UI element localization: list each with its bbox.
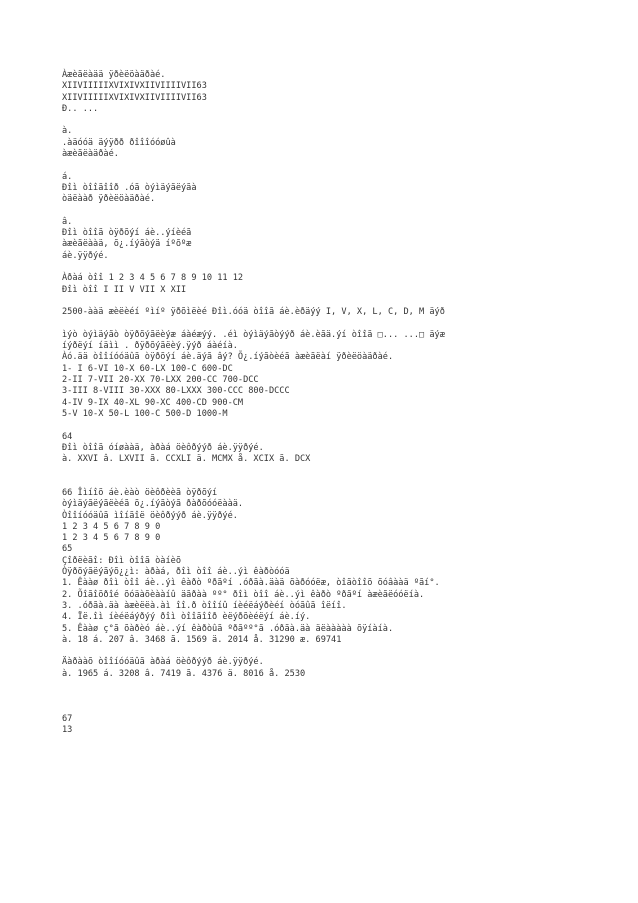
document-page [62,70,622,748]
text-line: â. [62,216,73,227]
text-line: 2. Õîãîõðîé õóäàõèààíû äãðàà ºº° ðîì òîî áè..ýì êàðò ºðãºí àæèãëóóëíà. [62,589,425,600]
text-line [62,465,622,476]
text-line: Ðîì òîîã óíøààä, àðàá öèôðýýð áè.ÿÿðýé. [62,442,264,453]
text-line: ìýò òýìäýãò òÿðõýãëèýæ áàéæýý. .éì òýìäýãòýýð áè.èãä.ýí òîîã □... ...□ äýæ [62,329,445,340]
text-line: 1- I 6-VI 10-X 60-LX 100-C 600-DC [62,363,233,374]
text-line: 5-V 10-X 50-L 100-C 500-D 1000-M [62,408,228,419]
text-line [62,160,622,171]
text-line: Àæèãëàää ÿðèëöàäðàé. [62,70,166,80]
text-line: à. 1965 á. 3208 â. 7419 ã. 4376 ä. 8016 å. 2530 [62,668,306,679]
text-line [62,296,622,307]
text-line [62,262,622,273]
text-line: òäëààð ÿðèëöàäðàé. [62,194,156,205]
text-line: XIIVIIIIIXVIXIVXIIVIIIIVII63 [62,81,207,92]
text-line [62,703,622,714]
text-line: Ðîì òîîãîîð .óã òýìäýãëýãà [62,182,197,193]
page-number [62,737,622,748]
text-line: 4-IV 9-IX 40-XL 90-XC 400-CD 900-CM [62,397,244,408]
text-line: 65 [62,544,73,555]
text-line: Äàðààõ òîîíóóäûã àðàá öèôðýýð áè.ÿÿðýé. [62,657,264,668]
text-line [62,477,622,488]
text-line [62,115,622,126]
text-line: Ðîì òîî I II V VII X XII [62,284,187,295]
text-line: à. 18 á. 207 â. 3468 ã. 1569 ä. 2014 å. 31290 æ. 69741 [62,634,342,645]
text-line: Àðàá òîî 1 2 3 4 5 6 7 8 9 10 11 12 [62,273,244,284]
text-line: Ð.. ... [62,103,99,114]
text-line: 66 Îìíîõ áè.èàò öèôðèèã òÿðõýí [62,487,218,498]
text-line: .àäóóä äýÿðð ðîîîóóøûà [62,137,176,148]
text-line: 64 [62,431,73,442]
text-line: 4. Ïë.îì íèéëáýðýý ðîì òîîãîîð èëýðõèéëýí áè.íý. [62,612,311,623]
text-line [62,691,622,702]
text-line: 67 [62,713,73,724]
text-line: íýðëýí íäìì . ðÿðõýãëèý.ÿýð áàéíà. [62,341,238,352]
text-line: áè.ÿÿðýé. [62,250,109,261]
text-line: Àó.ää òîîíóóäûã òÿðõýí áè.äýã âý? Õ¿.íýãòèéã àæèãëàí ÿðèëöàäðàé. [62,352,394,363]
text-line: à. XXVI â. LXVII ã. CCXLI ä. MCMX å. XCIX ã. DCX [62,454,311,465]
text-line [62,420,622,431]
text-line: 5. Êààø ç°ã õàðèó áè..ýí êàðòûã ºðãºº°ã .óðãà.äà äëààààà õÿíàíà. [62,623,394,634]
text-line: 3. .óðãà.äà àæèëëà.àì îî.ð òîîíû íèéëáýðèéí òóãûã îëíî. [62,600,347,611]
page-number: 13 [62,725,73,736]
text-line: 2-II 7-VII 20-XX 70-LXX 200-CC 700-DCC [62,375,259,386]
text-line: Òÿðõýãëýãýõ¿¿ì: àðàá, ðîì òîî áè..ýì êàðòóóä [62,567,290,578]
text-line [62,319,622,330]
text-line: XIIVIIIIIXVIXIVXIIVIIIIVII63 [62,92,207,103]
text-line [62,206,622,217]
text-line: òýìäýãëýãëèéã õ¿.íýãòýã ðàðõóóëààä. [62,499,244,510]
text-line: Çîðëèãî: Ðîì òîîã òàíèõ [62,555,181,566]
text-line: 2500-ààä æèëèéí ºìíº ÿðõìëèé Ðîì.óóä òîîã áè.èðäýý I, V, X, L, C, D, M äýð [62,307,445,318]
text-line [62,646,622,657]
text-line [62,680,622,691]
text-line: á. [62,171,73,182]
text-line: àæèãëàäðàé. [62,149,119,160]
text-line: Ðîì òîîã òÿðõýí áè..ýíèéã [62,228,192,239]
text-line: 1 2 3 4 5 6 7 8 9 0 [62,533,161,544]
text-line: 1. Êààø ðîì òîî áè..ýì êàðò ºðãºí .óðãà.äàä õàðóóëæ, òîãòîîõ õóâààä ºãí°. [62,578,440,589]
text-line: Òîîíóóäûã ìîíãîë öèôðýýð áè.ÿÿðýé. [62,510,238,521]
text-line: àæèãëààä, õ¿.íýãòýä íºõºæ [62,239,192,250]
text-line: 1 2 3 4 5 6 7 8 9 0 [62,521,161,532]
text-line: 3-III 8-VIII 30-XXX 80-LXXX 300-CCC 800-DCCC [62,386,290,397]
text-line: à. [62,126,73,137]
